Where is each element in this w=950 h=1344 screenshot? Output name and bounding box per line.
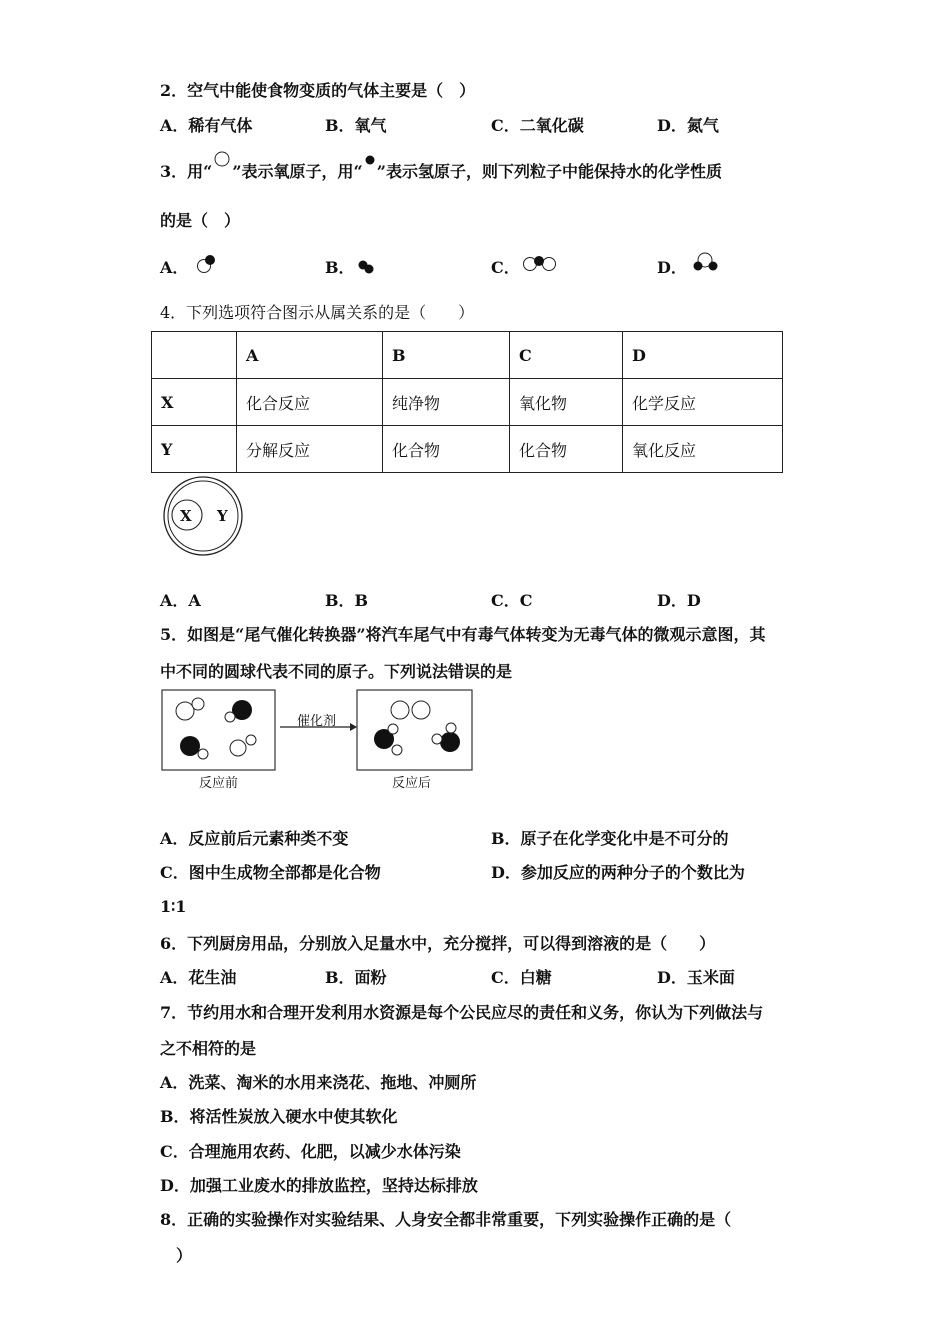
- q6-option-a: A．花生油: [160, 968, 237, 987]
- table-cell: 化合物: [383, 426, 510, 473]
- q4-option-c: C．C: [491, 591, 533, 610]
- q3-stem-part2: ”表示氧原子，用“: [232, 162, 363, 181]
- hydrogen-atom-icon: [363, 161, 377, 177]
- q6-option-c: C．白糖: [491, 968, 552, 987]
- oxygen-atom-icon: [212, 161, 232, 177]
- table-row: [152, 426, 783, 473]
- table-header-c: C: [510, 332, 623, 379]
- q5-option-a: A．反应前后元素种类不变: [160, 829, 349, 848]
- q3-option-d-label: D．: [657, 258, 687, 277]
- q3-option-b-molecule-icon: [355, 255, 385, 285]
- table-cell: 化合反应: [237, 379, 383, 426]
- q6-stem: 6．下列厨房用品，分别放入足量水中，充分搅拌，可以得到溶液的是（ ）: [160, 934, 716, 953]
- q5-stem-line1: 5．如图是“尾气催化转换器”将汽车尾气中有毒气体转变为无毒气体的微观示意图，其: [160, 625, 766, 644]
- q4-option-d: D．D: [657, 591, 701, 610]
- q6-option-d: D．玉米面: [657, 968, 735, 987]
- q6-option-b: B．面粉: [325, 968, 387, 987]
- q8-stem-line2: ）: [176, 1246, 193, 1265]
- q3-option-a-molecule-icon: [194, 250, 224, 280]
- q5-option-c: C．图中生成物全部都是化合物: [160, 863, 381, 882]
- q5-option-d-continued: 1∶1: [160, 897, 187, 916]
- q2-option-c: C．二氧化碳: [491, 116, 584, 135]
- table-cell: [152, 332, 237, 379]
- table-row: [152, 379, 783, 426]
- q3-option-d-molecule-icon: [690, 248, 730, 278]
- diagram-label-x: X: [180, 507, 192, 525]
- q7-option-c: C．合理施用农药、化肥，以减少水体污染: [160, 1142, 461, 1161]
- q7-stem-line2: 之不相符的是: [160, 1039, 257, 1058]
- q2-option-d: D．氮气: [657, 116, 719, 135]
- q4-stem: 4．下列选项符合图示从属关系的是（ ）: [160, 303, 475, 322]
- q2-stem: 2．空气中能使食物变质的气体主要是（ ）: [160, 81, 476, 100]
- table-cell: 氧化物: [510, 379, 623, 426]
- table-cell: 分解反应: [237, 426, 383, 473]
- q3-option-c-molecule-icon: [520, 250, 564, 280]
- diagram-label-y: Y: [217, 507, 228, 525]
- q3-stem-part1: 3．用“: [160, 162, 213, 181]
- q3-stem: [160, 159, 722, 182]
- catalyst-label: 催化剂: [297, 714, 337, 729]
- table-row-label-y: Y: [152, 426, 237, 473]
- q4-inclusion-diagram: [160, 476, 250, 566]
- q3-stem-part3: ”表示氢原子，则下列粒子中能保持水的化学性质: [376, 162, 722, 181]
- q7-stem-line1: 7．节约用水和合理开发利用水资源是每个公民应尽的责任和义务，你认为下列做法与: [160, 1003, 764, 1022]
- table-header-b: B: [383, 332, 510, 379]
- table-cell: 纯净物: [383, 379, 510, 426]
- after-label: 反应后: [392, 776, 432, 791]
- q4-option-b: B．B: [325, 591, 369, 610]
- q8-stem-line1: 8．正确的实验操作对实验结果、人身安全都非常重要，下列实验操作正确的是（: [160, 1210, 732, 1229]
- q4-option-a: A．A: [160, 591, 201, 610]
- table-row-label-x: X: [152, 379, 237, 426]
- q5-option-d: D．参加反应的两种分子的个数比为: [491, 863, 745, 882]
- before-label: 反应前: [199, 776, 239, 791]
- table-row: [152, 332, 783, 379]
- table-cell: 氧化反应: [623, 426, 783, 473]
- q3-option-b-label: B．: [325, 258, 355, 277]
- table-header-d: D: [623, 332, 783, 379]
- q7-option-a: A．洗菜、淘米的水用来浇花、拖地、冲厕所: [160, 1073, 477, 1092]
- q5-stem-line2: 中不同的圆球代表不同的原子。下列说法错误的是: [160, 662, 513, 681]
- q3-stem-line2: 的是（ ）: [160, 211, 241, 230]
- table-header-a: A: [237, 332, 383, 379]
- q3-option-c-label: C．: [491, 258, 520, 277]
- q4-table: [151, 331, 783, 473]
- q5-option-b: B．原子在化学变化中是不可分的: [491, 829, 729, 848]
- q2-option-b: B．氧气: [325, 116, 387, 135]
- q3-option-a-label: A．: [160, 258, 189, 277]
- q7-option-b: B．将活性炭放入硬水中使其软化: [160, 1107, 398, 1126]
- q7-option-d: D．加强工业废水的排放监控，坚持达标排放: [160, 1176, 478, 1195]
- table-cell: 化学反应: [623, 379, 783, 426]
- q2-option-a: A．稀有气体: [160, 116, 253, 135]
- table-cell: 化合物: [510, 426, 623, 473]
